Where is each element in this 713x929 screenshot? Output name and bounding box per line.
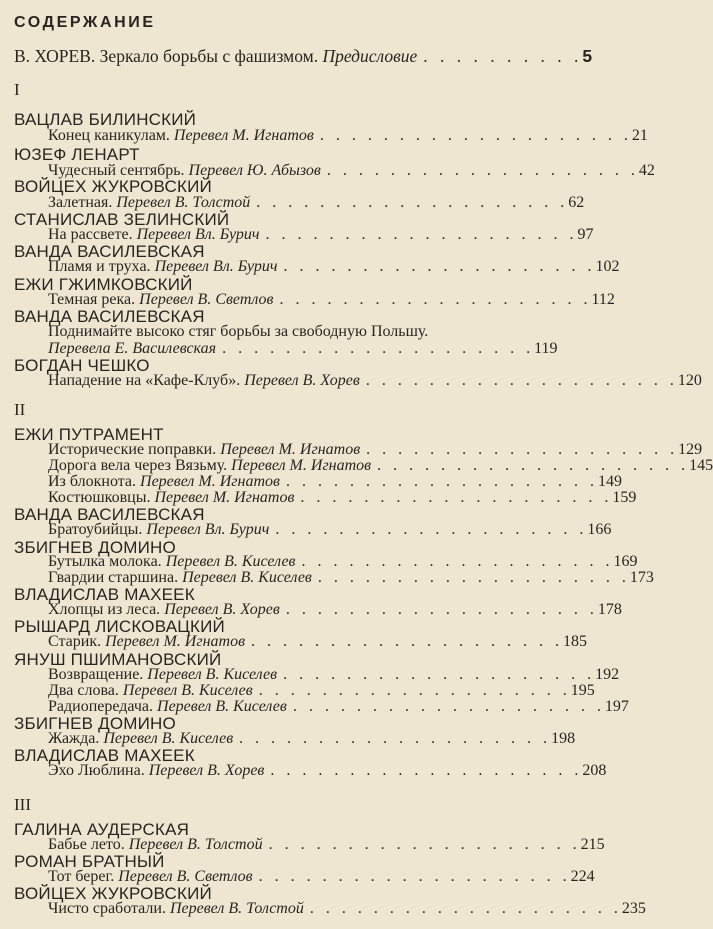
work-title: Жажда. (48, 730, 100, 747)
page-number: 169 (613, 553, 638, 570)
author-name: ВОЙЦЕХ ЖУКРОВСКИЙ (14, 177, 212, 196)
leader-dots: . . . . . . . . . . . . . . . . . . . . (366, 441, 679, 458)
author-name: ЯНУШ ПШИМАНОВСКИЙ (14, 650, 222, 669)
translator: Перевел В. Толстой (128, 836, 263, 853)
work-title: Старик. (48, 633, 102, 650)
work-title: Пламя и труха. (48, 258, 151, 275)
leader-dots: . . . . . . . . . . . . . . . . . . . . (265, 226, 578, 243)
leader-dots: . . . . . . . . . . . . . . . . . . . . (256, 194, 569, 211)
translator: Перевел Вл. Бурич (146, 521, 270, 538)
leader-dots: . . . . . . . . . . . . . . . . . . . . (279, 291, 592, 308)
leader-dots: . . . . . . . . . . . . . . . . . . . . (251, 633, 564, 650)
work-title: Дорога вела через Вязьму. (48, 457, 228, 474)
author-name: ЗБИГНЕВ ДОМИНО (14, 714, 176, 733)
author-name: ВАНДА ВАСИЛЕВСКАЯ (14, 242, 205, 261)
page-number: 235 (621, 900, 646, 917)
section-label: II (14, 400, 26, 419)
page-number: 166 (587, 521, 612, 538)
translator: Перевел В. Толстой (169, 900, 304, 917)
page-number: 5 (582, 46, 593, 66)
translator: Перевел М. Игнатов (173, 127, 314, 144)
page-number: 120 (677, 372, 702, 389)
preface-title: Зеркало борьбы с фашизмом. (99, 46, 319, 66)
translator: Перевел М. Игнатов (105, 633, 246, 650)
translator: Перевел В. Киселев (147, 666, 278, 683)
translator: Перевел В. Светлов (139, 291, 274, 308)
page-number: 149 (597, 473, 622, 490)
leader-dots: . . . . . . . . . . . . . . . . . . . . (283, 666, 596, 683)
leader-dots: . . . . . . . . . . . . . . . . . . . . (317, 569, 630, 586)
translator: Перевел М. Игнатов (231, 457, 372, 474)
work-title: Из блокнота. (48, 473, 137, 490)
work-title: Нападение на «Кафе-Клуб». (48, 372, 241, 389)
author-name: ВАНДА ВАСИЛЕВСКАЯ (14, 505, 205, 524)
translator: Перевел М. Игнатов (154, 489, 295, 506)
page-number: 178 (597, 601, 622, 618)
author-name: ВЛАДИСЛАВ МАХЕЕК (14, 585, 195, 604)
author-name: ЕЖИ ПУТРАМЕНТ (14, 425, 164, 444)
leader-dots: . . . . . . . . . . . . . . . . . . . . (239, 730, 552, 747)
work-title: Гвардии старшина. (48, 569, 179, 586)
work-title: Радиопередача. (48, 698, 154, 715)
translator: Перевел В. Киселев (103, 730, 234, 747)
translator: Перевел Вл. Бурич (154, 258, 278, 275)
page-number: 97 (577, 226, 594, 243)
work-title: Чудесный сентябрь. (48, 162, 185, 179)
preface-note: Предисловие (322, 46, 418, 66)
work-title: Хлопцы из леса. (48, 601, 161, 618)
work-title: Чисто сработали. (48, 900, 166, 917)
work-title: Бабье лето. (48, 836, 125, 853)
page-number: 62 (568, 194, 585, 211)
work-title: Братоубийцы. (48, 521, 143, 538)
leader-dots: . . . . . . . . . . . . . . . . . . . . (326, 162, 639, 179)
page-number: 129 (678, 441, 703, 458)
translator: Перевел В. Светлов (118, 868, 253, 885)
work-title: Конец каникулам. (48, 127, 170, 144)
leader-dots: . . . . . . . . . . . . . . . . . . . . (285, 601, 598, 618)
leader-dots: . . . . . . . . . . . . . . . . . . . . (365, 372, 678, 389)
leader-dots: . . . . . . . . . . . . . . . . . . . . (258, 868, 571, 885)
leader-dots: . . . . . . . . . . . . . . . . . . . . (275, 521, 588, 538)
list-item (48, 633, 588, 651)
translator: Перевел В. Хорев (148, 762, 265, 779)
translator: Перевел М. Игнатов (140, 473, 280, 490)
leader-dots: . . . . . . . . . . . . . . . . . . . . (301, 553, 614, 570)
author-name: ЗБИГНЕВ ДОМИНО (14, 538, 176, 557)
leader-dots: . . . . . . . . . . . . . . . . . . . . (268, 836, 581, 853)
page-number: 159 (612, 489, 637, 506)
translator: Перевел В. Киселев (182, 569, 312, 586)
leader-dots: . . . . . . . . . . (423, 46, 583, 66)
work-title: Возвращение. (48, 666, 144, 683)
page-number: 145 (689, 457, 713, 474)
page-number: 198 (551, 730, 576, 747)
translator: Перевел В. Хорев (164, 601, 280, 618)
page-number: 102 (595, 258, 620, 275)
list-item (48, 900, 646, 918)
page-number: 42 (638, 162, 655, 179)
list-item (48, 127, 648, 145)
page-number: 173 (629, 569, 654, 586)
leader-dots: . . . . . . . . . . . . . . . . . . . . (283, 258, 596, 275)
translator: Перевел В. Киселев (165, 553, 296, 570)
author-name: РЫШАРД ЛИСКОВАЦКИЙ (14, 617, 225, 636)
author-name: ВОЙЦЕХ ЖУКРОВСКИЙ (14, 884, 212, 903)
author-name: ВЛАДИСЛАВ МАХЕЕК (14, 746, 195, 765)
author-name: СТАНИСЛАВ ЗЕЛИНСКИЙ (14, 210, 230, 229)
preface-entry (14, 46, 593, 67)
work-title: Костюшковцы. (48, 489, 151, 506)
list-item (48, 762, 607, 780)
translator: Перевела Е. Василевская (48, 340, 217, 357)
leader-dots: . . . . . . . . . . . . . . . . . . . . (285, 473, 598, 490)
work-title: Бутылка молока. (48, 553, 162, 570)
page-number: 185 (563, 633, 588, 650)
author-name: РОМАН БРАТНЫЙ (14, 852, 165, 871)
leader-dots: . . . . . . . . . . . . . . . . . . . . (300, 489, 613, 506)
list-item (48, 372, 702, 390)
work-title: Эхо Люблина. (48, 762, 145, 779)
page-number: 119 (534, 340, 558, 357)
work-title: Исторические поправки. (48, 441, 217, 458)
work-title: Залетная. (48, 194, 113, 211)
leader-dots: . . . . . . . . . . . . . . . . . . . . (377, 457, 690, 474)
leader-dots: . . . . . . . . . . . . . . . . . . . . (309, 900, 622, 917)
page-number: 112 (591, 291, 615, 308)
page-number: 197 (604, 698, 629, 715)
translator: Перевел В. Киселев (122, 682, 253, 699)
page-number: 195 (570, 682, 595, 699)
page-title: СОДЕРЖАНИЕ (14, 14, 156, 31)
leader-dots: . . . . . . . . . . . . . . . . . . . . (222, 340, 535, 357)
translator: Перевел Ю. Абызов (188, 162, 321, 179)
author-name: ЮЗЕФ ЛЕНАРТ (14, 145, 140, 164)
work-title: Поднимайте высоко стяг борьбы за свободную Польшу. (48, 323, 429, 340)
section-label: III (14, 795, 31, 814)
list-item (48, 521, 612, 539)
page-number: 224 (570, 868, 595, 885)
work-title: Темная река. (48, 291, 136, 308)
leader-dots: . . . . . . . . . . . . . . . . . . . . (319, 127, 632, 144)
page-number: 21 (631, 127, 648, 144)
preface-author: В. ХОРЕВ. (14, 46, 96, 66)
translator: Перевел М. Игнатов (220, 441, 361, 458)
work-title: На рассвете. (48, 226, 133, 243)
page-number: 192 (595, 666, 620, 683)
preface-text (14, 46, 417, 67)
author-name: ЕЖИ ГЖИМКОВСКИЙ (14, 275, 193, 294)
leader-dots: . . . . . . . . . . . . . . . . . . . . (292, 698, 605, 715)
leader-dots: . . . . . . . . . . . . . . . . . . . . (270, 762, 583, 779)
translator: Перевел В. Киселев (157, 698, 287, 715)
author-name: ВАНДА ВАСИЛЕВСКАЯ (14, 307, 205, 326)
author-name: ГАЛИНА АУДЕРСКАЯ (14, 820, 190, 839)
author-name: ВАЦЛАВ БИЛИНСКИЙ (14, 110, 197, 129)
translator: Перевел В. Толстой (116, 194, 251, 211)
leader-dots: . . . . . . . . . . . . . . . . . . . . (258, 682, 571, 699)
author-name: БОГДАН ЧЕШКО (14, 356, 150, 375)
page-number: 215 (580, 836, 605, 853)
translator: Перевел В. Хорев (244, 372, 360, 389)
work-title: Тот берег. (48, 868, 115, 885)
work-title: Два слова. (48, 682, 119, 699)
section-label: I (14, 80, 20, 99)
page-number: 208 (582, 762, 607, 779)
translator: Перевел Вл. Бурич (136, 226, 260, 243)
list-item (48, 258, 620, 276)
